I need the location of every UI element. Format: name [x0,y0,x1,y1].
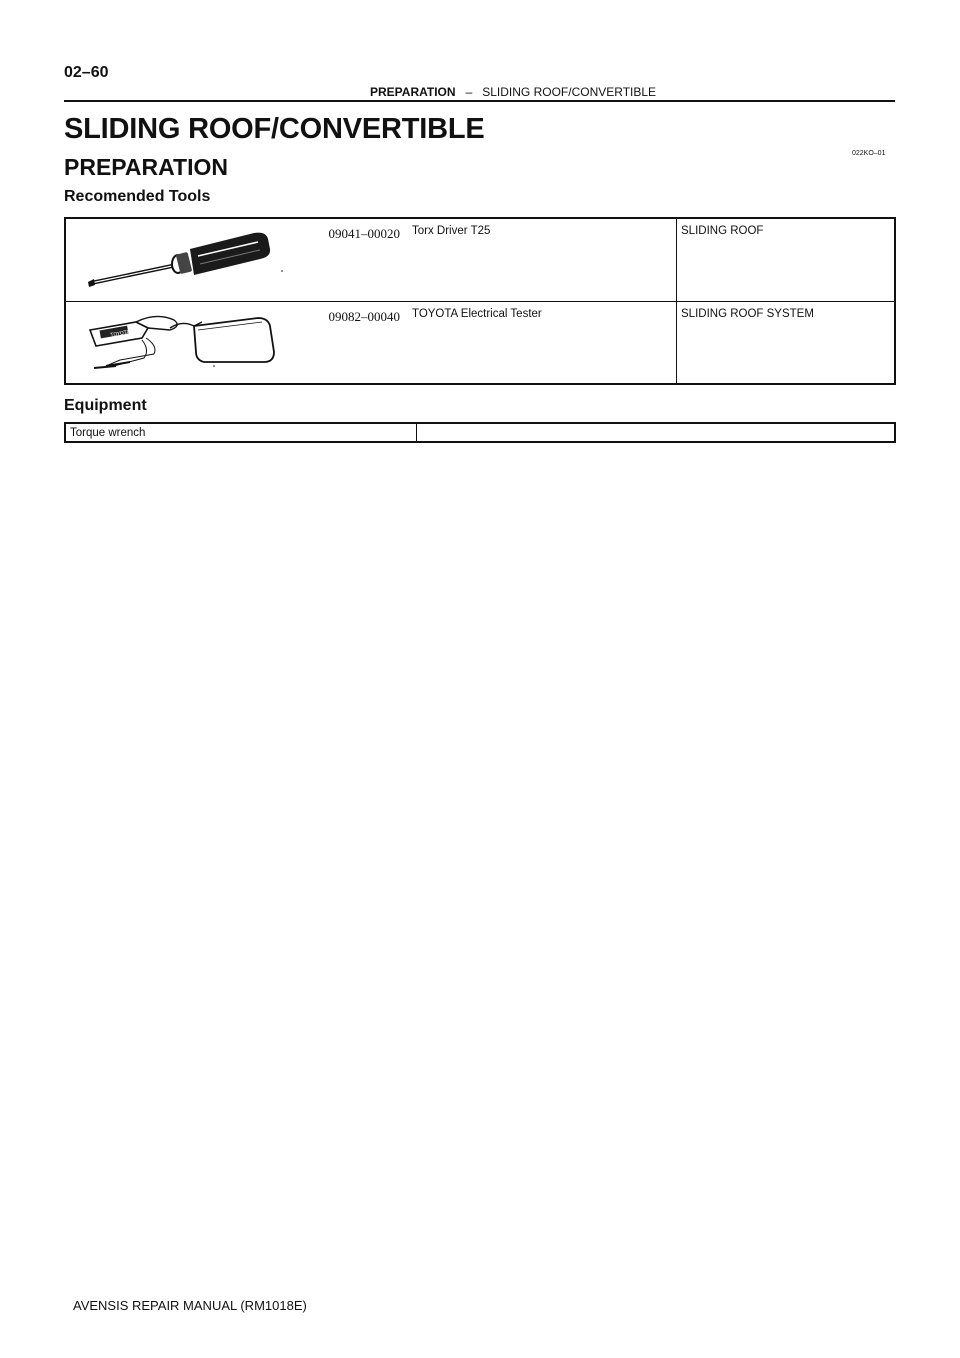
part-number: 09082–00040 [328,308,400,324]
part-number: 09041–00020 [328,226,400,241]
header-section-label: PREPARATION [370,85,456,99]
tool-image-cell [65,218,408,301]
equipment-heading: Equipment [64,397,147,414]
tools-table [64,217,896,385]
running-header [370,85,656,99]
page-number: 02–60 [64,64,109,81]
header-rule [64,100,895,102]
equipment-table [64,422,896,443]
electrical-tester-icon [86,308,296,378]
equipment-item: Torque wrench [65,423,417,442]
header-topic: SLIDING ROOF/CONVERTIBLE [482,85,657,99]
header-separator: – [465,85,473,99]
screwdriver-icon [86,225,286,295]
section-title: PREPARATION [64,154,228,180]
equipment-note [417,423,896,442]
tool-use: SLIDING ROOF SYSTEM [677,301,896,384]
page-title: SLIDING ROOF/CONVERTIBLE [64,113,485,145]
svg-text:TOYOTA: TOYOTA [110,328,131,339]
footer-manual-title: AVENSIS REPAIR MANUAL (RM1018E) [73,1298,307,1313]
tool-name: Torx Driver T25 [408,218,677,301]
tool-name: TOYOTA Electrical Tester [408,301,677,384]
tool-image-cell [65,301,408,384]
table-row [65,423,895,442]
document-code: 022KO–01 [852,150,886,157]
table-row [65,218,895,301]
table-row [65,301,895,384]
tool-use: SLIDING ROOF [677,218,896,301]
tools-heading: Recomended Tools [64,188,211,205]
